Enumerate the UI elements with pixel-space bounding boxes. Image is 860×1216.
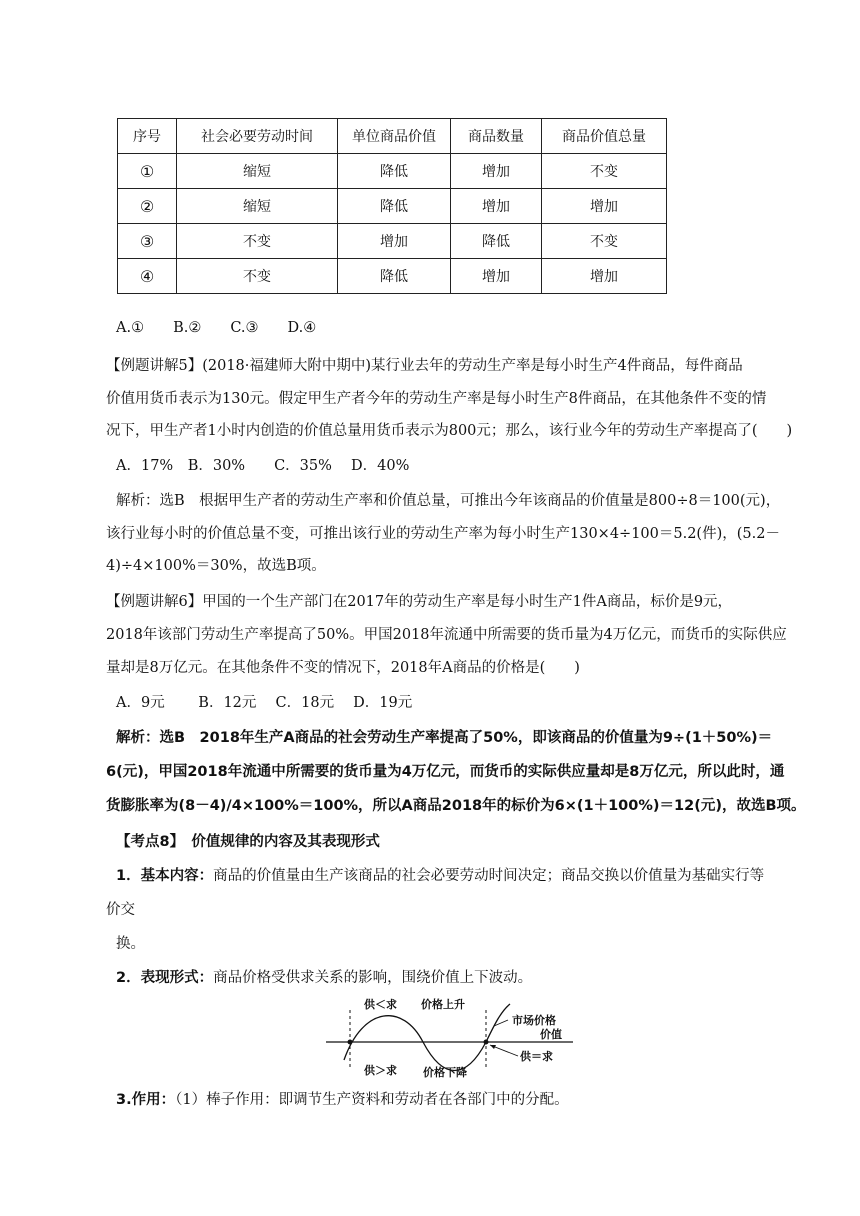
price-curve bbox=[344, 1004, 510, 1071]
keypoint8-para2 bbox=[116, 968, 766, 988]
para3-text: （1）棒子作用：即调节生产资料和劳动者在各部门中的分配。 bbox=[175, 1092, 569, 1108]
header-labor-time: 社会必要劳动时间 bbox=[177, 119, 338, 154]
equilibrium-point-right bbox=[484, 1040, 489, 1045]
example6-analysis3: 货膨胀率为(8－4)/4×100%＝100%，所以A商品2018年的标价为6×(1＋100%)＝12(元)，故选B项。 bbox=[106, 798, 806, 814]
label-value: 价值 bbox=[540, 1028, 562, 1041]
table-cell: 增加 bbox=[542, 189, 667, 224]
label-price-down: 价格下降 bbox=[423, 1066, 467, 1078]
table-cell: 降低 bbox=[338, 189, 451, 224]
example5-options: A．17% B．30% C．35% D．40% bbox=[116, 458, 410, 474]
label-price-up: 价格上升 bbox=[421, 998, 465, 1011]
equilibrium-point-left bbox=[348, 1040, 353, 1045]
table-cell: 降低 bbox=[451, 224, 542, 259]
para1-label: 1．基本内容： bbox=[116, 868, 214, 884]
para2-label: 2．表现形式： bbox=[116, 970, 214, 986]
example6-line3: 量却是8万亿元。在其他条件不变的情况下，2018年A商品的价格是( ) bbox=[106, 660, 580, 676]
table-cell: ② bbox=[118, 189, 177, 224]
label-supply-eq-demand: 供＝求 bbox=[520, 1050, 553, 1063]
table-cell: ① bbox=[118, 154, 177, 189]
table-cell: 不变 bbox=[177, 259, 338, 294]
table-header-row bbox=[118, 119, 667, 154]
example6-analysis2: 6(元)，甲国2018年流通中所需要的货币量为4万亿元，而货币的实际供应量却是8万亿元，所以此时，通 bbox=[106, 764, 785, 780]
para2-text: 商品价格受供求关系的影响，围绕价值上下波动。 bbox=[213, 970, 533, 986]
keypoint8-para1-cont2: 换。 bbox=[116, 936, 145, 952]
example5-line1: 【例题讲解5】(2018·福建师大附中期中)某行业去年的劳动生产率是每小时生产4件商品，每件商品 bbox=[106, 358, 743, 374]
table-cell: 增加 bbox=[338, 224, 451, 259]
example6-line1: 【例题讲解6】甲国的一个生产部门在2017年的劳动生产率是每小时生产1件A商品，标价是9元， bbox=[106, 594, 733, 610]
table-cell: ③ bbox=[118, 224, 177, 259]
q4-options: A.① B.② C.③ D.④ bbox=[116, 320, 317, 336]
example6-options: A．9元 B．12元 C．18元 D．19元 bbox=[116, 695, 413, 711]
table-cell: 增加 bbox=[451, 259, 542, 294]
para3-label: 3.作用： bbox=[116, 1092, 176, 1108]
header-unit-value: 单位商品价值 bbox=[338, 119, 451, 154]
table-cell: 降低 bbox=[338, 154, 451, 189]
table-cell: 缩短 bbox=[177, 189, 338, 224]
table-cell: 不变 bbox=[542, 224, 667, 259]
table-cell: 不变 bbox=[542, 154, 667, 189]
label-supply-lt-demand: 供＜求 bbox=[364, 998, 397, 1011]
example5-analysis1: 解析：选B 根据甲生产者的劳动生产率和价值总量，可推出今年该商品的价值量是800÷8＝100(元)， bbox=[116, 493, 781, 509]
table-row bbox=[118, 154, 667, 189]
keypoint8-para1 bbox=[116, 866, 766, 886]
example6-analysis1: 解析：选B 2018年生产A商品的社会劳动生产率提高了50%，即该商品的价值量为9÷(1＋50%)＝ bbox=[116, 730, 773, 746]
table-cell: 不变 bbox=[177, 224, 338, 259]
table-cell: 增加 bbox=[451, 189, 542, 224]
label-supply-gt-demand: 供＞求 bbox=[364, 1064, 397, 1077]
keypoint8-title: 【考点8】 价值规律的内容及其表现形式 bbox=[116, 834, 380, 850]
table-cell: ④ bbox=[118, 259, 177, 294]
table-cell: 缩短 bbox=[177, 154, 338, 189]
table-row bbox=[118, 224, 667, 259]
header-quantity: 商品数量 bbox=[451, 119, 542, 154]
keypoint8-para1-cont: 价交 bbox=[106, 902, 135, 918]
keypoint8-para3 bbox=[116, 1090, 766, 1110]
example5-line3: 况下，甲生产者1小时内创造的价值总量用货币表示为800元；那么，该行业今年的劳动生产率提高了( ) bbox=[106, 423, 793, 439]
example5-analysis3: 4)÷4×100%＝30%，故选B项。 bbox=[106, 558, 326, 574]
table-cell: 增加 bbox=[542, 259, 667, 294]
answer-table bbox=[117, 118, 667, 294]
table-row bbox=[118, 259, 667, 294]
para1-text: 商品的价值量由生产该商品的社会必要劳动时间决定；商品交换以价值量为基础实行等 bbox=[213, 868, 765, 884]
header-index: 序号 bbox=[118, 119, 177, 154]
header-total-value: 商品价值总量 bbox=[542, 119, 667, 154]
example5-line2: 价值用货币表示为130元。假定甲生产者今年的劳动生产率是每小时生产8件商品，在其他条件不变的情 bbox=[106, 391, 767, 407]
table-cell: 降低 bbox=[338, 259, 451, 294]
example6-line2: 2018年该部门劳动生产率提高了50%。甲国2018年流通中所需要的货币量为4万亿元，而货币的实际供应 bbox=[106, 627, 787, 643]
table-cell: 增加 bbox=[451, 154, 542, 189]
table-row bbox=[118, 189, 667, 224]
example5-analysis2: 该行业每小时的价值总量不变，可推出该行业的劳动生产率为每小时生产130×4÷100＝5.2(件)，(5.2－ bbox=[106, 526, 780, 542]
label-market-price: 市场价格 bbox=[512, 1014, 556, 1027]
value-law-diagram bbox=[318, 998, 578, 1078]
